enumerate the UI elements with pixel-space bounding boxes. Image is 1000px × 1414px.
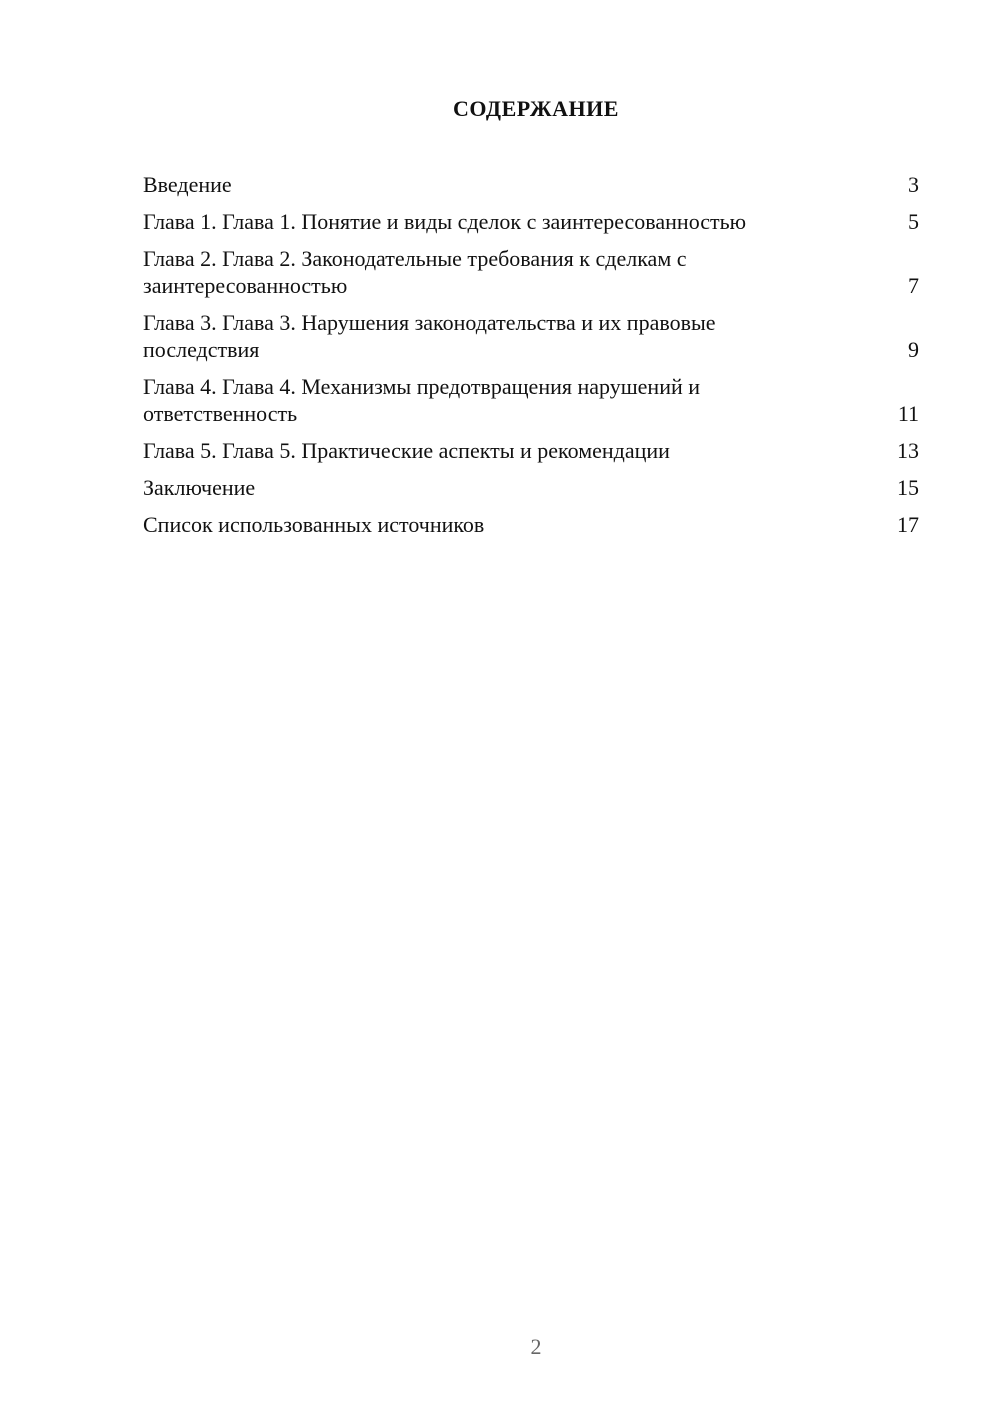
- toc-entry-text: Глава 1. Глава 1. Понятие и виды сделок с заинтересованностью: [143, 209, 747, 234]
- toc-entry-chapter-2[interactable]: [143, 245, 919, 299]
- toc-entry-text: Введение: [143, 172, 232, 197]
- toc-entry-text: Глава 5. Глава 5. Практические аспекты и рекомендации: [143, 438, 670, 463]
- toc-entry-references[interactable]: [143, 511, 919, 538]
- toc-entry-text: Глава 4. Глава 4. Механизмы предотвращения нарушений и ответственность: [143, 374, 701, 426]
- toc-entry-page-number: 5: [908, 209, 919, 234]
- toc-entry-page-number: 9: [908, 337, 919, 362]
- toc-entry-chapter-3[interactable]: [143, 309, 919, 363]
- toc-entry-conclusion[interactable]: [143, 474, 919, 501]
- toc-entry-page-number: 3: [908, 172, 919, 197]
- footer-page-number: 2: [530, 1334, 542, 1359]
- toc-entry-page-number: 7: [908, 273, 919, 298]
- toc-entry-text: Список использованных источников: [143, 512, 485, 537]
- toc-entry-text: Заключение: [143, 475, 256, 500]
- toc-entry-chapter-5[interactable]: [143, 437, 919, 464]
- toc-entry-chapter-1[interactable]: [143, 208, 919, 235]
- toc-entry-text: Глава 2. Глава 2. Законодательные требования к сделкам с заинтересованностью: [143, 246, 687, 298]
- toc-entry-chapter-4[interactable]: [143, 373, 919, 427]
- page-title: СОДЕРЖАНИЕ: [453, 96, 619, 121]
- table-of-contents: [143, 171, 919, 548]
- toc-entry-page-number: 13: [897, 438, 919, 463]
- toc-entry-text: Глава 3. Глава 3. Нарушения законодательства и их правовые последствия: [143, 310, 716, 362]
- toc-entry-page-number: 11: [897, 401, 919, 426]
- toc-entry-page-number: 15: [897, 475, 919, 500]
- toc-entry-introduction[interactable]: [143, 171, 919, 198]
- toc-entry-page-number: 17: [897, 512, 919, 537]
